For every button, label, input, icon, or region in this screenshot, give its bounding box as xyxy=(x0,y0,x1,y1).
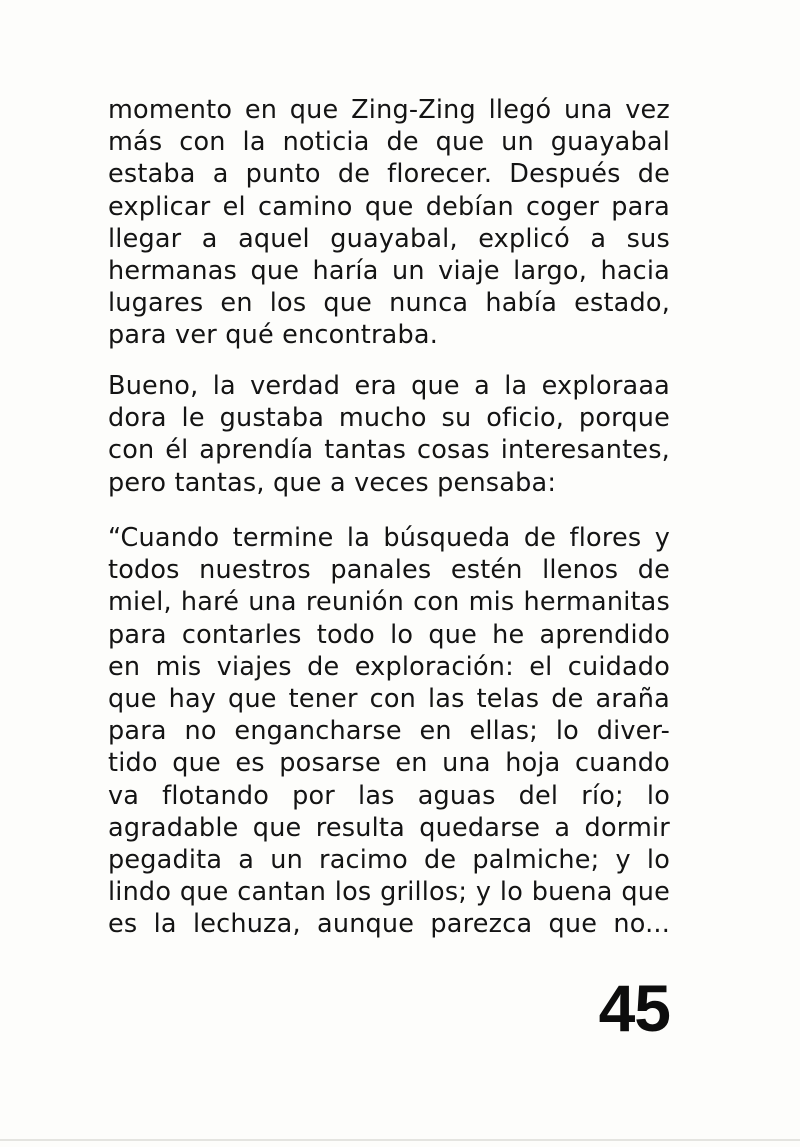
page-number: 45 xyxy=(598,971,670,1045)
text-line: estaba a punto de florecer. Después de xyxy=(108,159,670,190)
text-line: pero tantas, que a veces pensaba: xyxy=(108,467,557,498)
text-line: para contarles todo lo que he aprendido xyxy=(108,619,670,650)
text-line: lindo que cantan los grillos; y lo buena que xyxy=(108,877,670,908)
text-line: explicar el camino que debían coger para xyxy=(108,191,670,222)
text-line: va flotando por las aguas del río; lo xyxy=(108,780,670,811)
text-line: tido que es posarse en una hoja cuando xyxy=(108,748,670,779)
text-line: es la lechuza, aunque parezca que no... xyxy=(108,909,670,940)
text-line: todos nuestros panales estén llenos de xyxy=(108,555,670,586)
text-line: miel, haré una reunión con mis hermanitas xyxy=(108,587,670,618)
scan-edge-divider xyxy=(0,1139,800,1141)
text-line: con él aprendía tantas cosas interesantes, xyxy=(108,435,670,466)
text-line: pegadita a un racimo de palmiche; y lo xyxy=(108,844,670,875)
text-line: que hay que tener con las telas de araña xyxy=(108,683,670,714)
text-line: hermanas que haría un viaje largo, hacia xyxy=(108,255,670,286)
text-line: Bueno, la verdad era que a la exploraaa xyxy=(108,371,670,401)
paragraph-2 xyxy=(108,370,670,499)
text-line: en mis viajes de exploración: el cuidado xyxy=(108,651,670,682)
text-line: para no engancharse en ellas; lo diver- xyxy=(108,716,670,747)
text-line: llegar a aquel guayabal, explicó a sus xyxy=(108,223,670,254)
text-line: para ver qué encontraba. xyxy=(108,320,438,351)
text-line: momento en que Zing-Zing llegó una vez xyxy=(108,95,670,125)
text-line: más con la noticia de que un guayabal xyxy=(108,127,670,158)
text-line: lugares en los que nunca había estado, xyxy=(108,288,670,319)
text-line: agradable que resulta quedarse a dormir xyxy=(108,812,670,843)
paragraph-1 xyxy=(108,94,670,352)
text-line: “Cuando termine la búsqueda de flores y xyxy=(108,523,670,553)
text-line: dora le gustaba mucho su oficio, porque xyxy=(108,403,670,434)
paragraph-3 xyxy=(108,522,670,940)
